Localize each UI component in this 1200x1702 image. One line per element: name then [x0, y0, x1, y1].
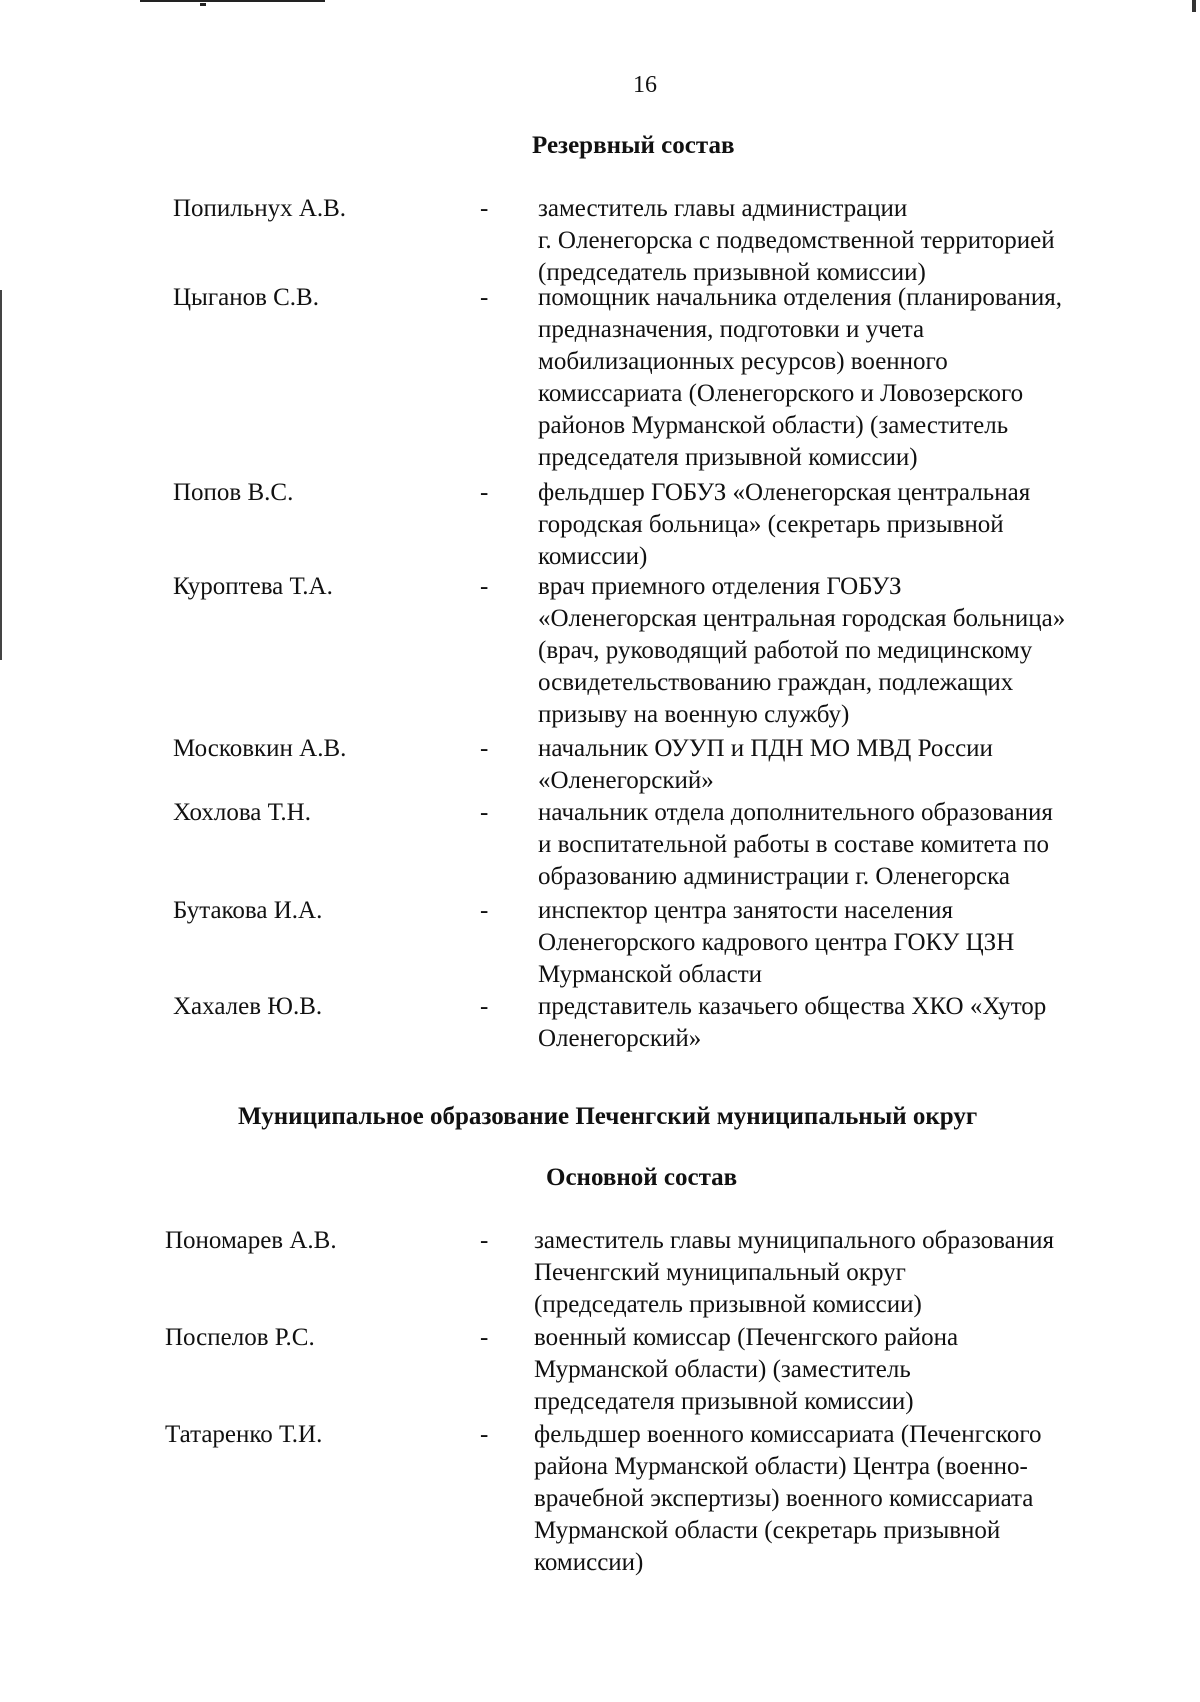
member-row: [0, 477, 1200, 571]
scan-artifact-top: [140, 0, 325, 7]
member-role: заместитель главы муниципального образования Печенгский муниципальный округ (председатель призывной комиссии): [534, 1227, 1055, 1318]
member-row: [0, 991, 1200, 1055]
separator-dash: -: [480, 799, 489, 826]
member-name: Бутакова И.А.: [173, 897, 323, 924]
member-name: Татаренко Т.И.: [165, 1421, 323, 1448]
member-role: представитель казачьего общества ХКО «Хутор Оленегорский»: [538, 993, 1047, 1052]
member-row: [0, 571, 1200, 733]
member-role: заместитель главы администрации г. Оленегорска с подведомственной территорией (председатель призывной комиссии): [538, 195, 1055, 286]
reserve-heading: Резервный состав: [532, 132, 735, 159]
member-row: [0, 797, 1200, 895]
member-role: начальник ОУУП и ПДН МО МВД России «Оленегорский»: [538, 735, 993, 794]
member-row: [0, 1225, 1200, 1322]
member-role: фельдшер ГОБУЗ «Оленегорская центральная городская больница» (секретарь призывной комиссии): [538, 479, 1031, 570]
page-number: 16: [633, 72, 657, 98]
separator-dash: -: [480, 735, 489, 762]
member-name: Хохлова Т.Н.: [173, 799, 311, 826]
member-role: врач приемного отделения ГОБУЗ «Оленегорская центральная городская больница» (врач, руководящий работой по медицинскому освидетельствованию граждан, подлежащих призыву на военную службу): [538, 573, 1066, 728]
member-role: военный комиссар (Печенгского района Мурманской области) (заместитель председателя призывной комиссии): [534, 1324, 959, 1415]
member-row: [0, 282, 1200, 477]
member-name: Хахалев Ю.В.: [173, 993, 323, 1020]
member-name: Пономарев А.В.: [165, 1227, 337, 1254]
separator-dash: -: [480, 1324, 489, 1351]
member-name: Поспелов Р.С.: [165, 1324, 315, 1351]
member-role: помощник начальника отделения (планирования, предназначения, подготовки и учета мобилизационных ресурсов) военного комиссариата (Оленегорского и Ловозерского районов Мурманской области) (заместитель председателя призывной комиссии): [538, 284, 1063, 471]
main-composition-heading: Основной состав: [546, 1164, 738, 1191]
member-row: [0, 193, 1200, 286]
member-row: [0, 1419, 1200, 1584]
member-name: Московкин А.В.: [173, 735, 347, 762]
member-name: Куроптева Т.А.: [173, 573, 333, 600]
member-name: Попильнух А.В.: [173, 195, 347, 222]
member-role: инспектор центра занятости населения Оленегорского кадрового центра ГОКУ ЦЗН Мурманской области: [538, 897, 1015, 988]
member-role: фельдшер военного комиссариата (Печенгского района Мурманской области) Центра (военно- врачебной экспертизы) военного комиссариата Мурманской области (секретарь призывной комиссии): [534, 1421, 1042, 1576]
municipality-heading: Муниципальное образование Печенгский муниципальный округ: [238, 1103, 978, 1130]
member-row: [0, 733, 1200, 797]
member-name: Цыганов С.В.: [173, 284, 319, 311]
reserve-member-list: [0, 193, 1200, 1055]
separator-dash: -: [480, 897, 489, 924]
separator-dash: -: [480, 993, 489, 1020]
separator-dash: -: [480, 479, 489, 506]
member-row: [0, 895, 1200, 991]
separator-dash: -: [480, 1227, 489, 1254]
member-row: [0, 1322, 1200, 1419]
separator-dash: -: [480, 284, 489, 311]
member-role: начальник отдела дополнительного образования и воспитательной работы в составе комитета по образованию администрации г. Оленегорска: [538, 799, 1053, 890]
separator-dash: -: [480, 1421, 489, 1448]
separator-dash: -: [480, 573, 489, 600]
main-member-list: [0, 1225, 1200, 1584]
scan-artifact-right: [1192, 0, 1196, 12]
separator-dash: -: [480, 195, 489, 222]
member-name: Попов В.С.: [173, 479, 294, 506]
